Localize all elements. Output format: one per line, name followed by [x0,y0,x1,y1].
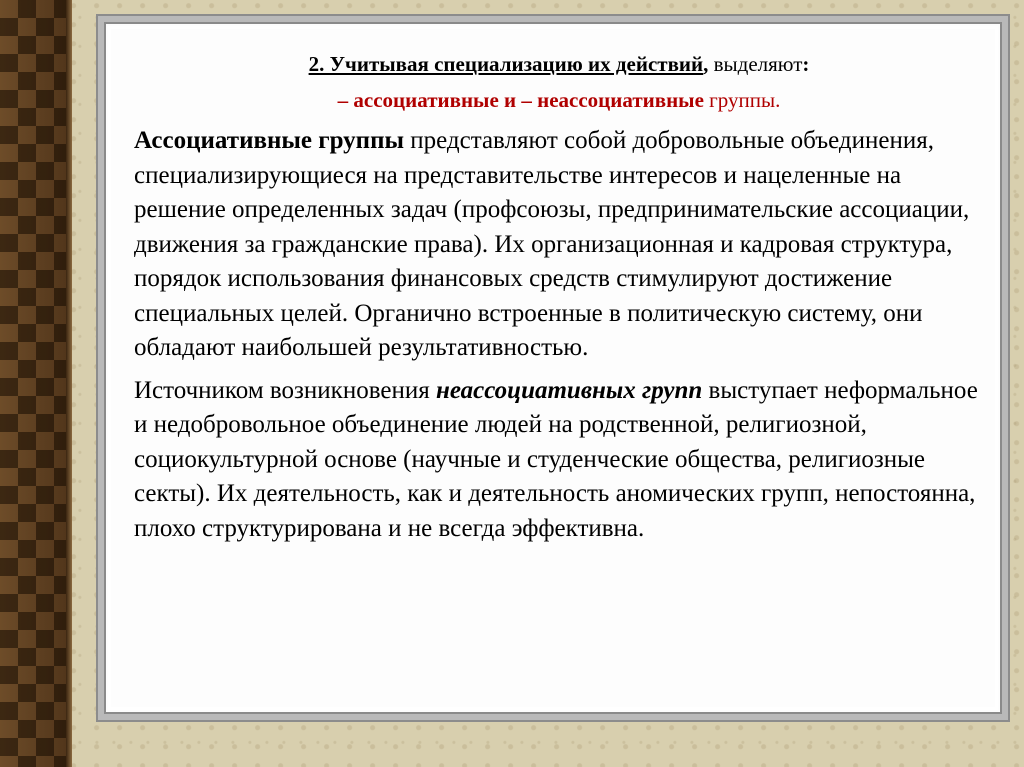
decorative-left-strip [0,0,72,767]
paragraph-non-associative [134,374,984,547]
paragraph-associative [134,124,984,366]
term-non-associative-groups: неассоциативных групп [435,376,703,404]
slide-heading [134,50,984,78]
slide-content-area [104,22,1002,714]
slide-text-block [134,50,984,546]
heading-verb: выделяют [708,52,803,76]
slide-frame [96,14,1010,722]
slide-subheading [134,86,984,114]
subheading-types: – ассоциативные и – неассоциативные [337,88,704,112]
paragraph-non-associative-text: выступает неформальное и недобровольное объединение людей на родственной, религиозной, социокультурной основе (научные и студенческие общества, религиозные секты). Их деятельность, как и деятельность аномических групп, непостоянна, плохо структурирована и не всегда эффективна. [134,376,978,542]
heading-colon: : [802,52,810,76]
heading-underlined-text: 2. Учитывая специализацию их действий [308,52,704,76]
heading-comma: , [703,52,709,76]
paragraph-non-associative-intro: Источником возникновения [134,376,436,404]
subheading-groups: группы. [703,88,781,112]
paragraph-associative-text: представляют собой добровольные объединения, специализирующиеся на представительстве интересов и нацеленные на решение определенных задач (профсоюзы, предпринимательские ассоциации, движения за гражданские права). Их организационная и кадровая структура, порядок использования финансовых средств стимулируют достижение специальных целей. Органично встроенные в политическую систему, они обладают наибольшей результативностью. [134,127,970,361]
term-associative-groups: Ассоциативные группы [134,127,404,154]
